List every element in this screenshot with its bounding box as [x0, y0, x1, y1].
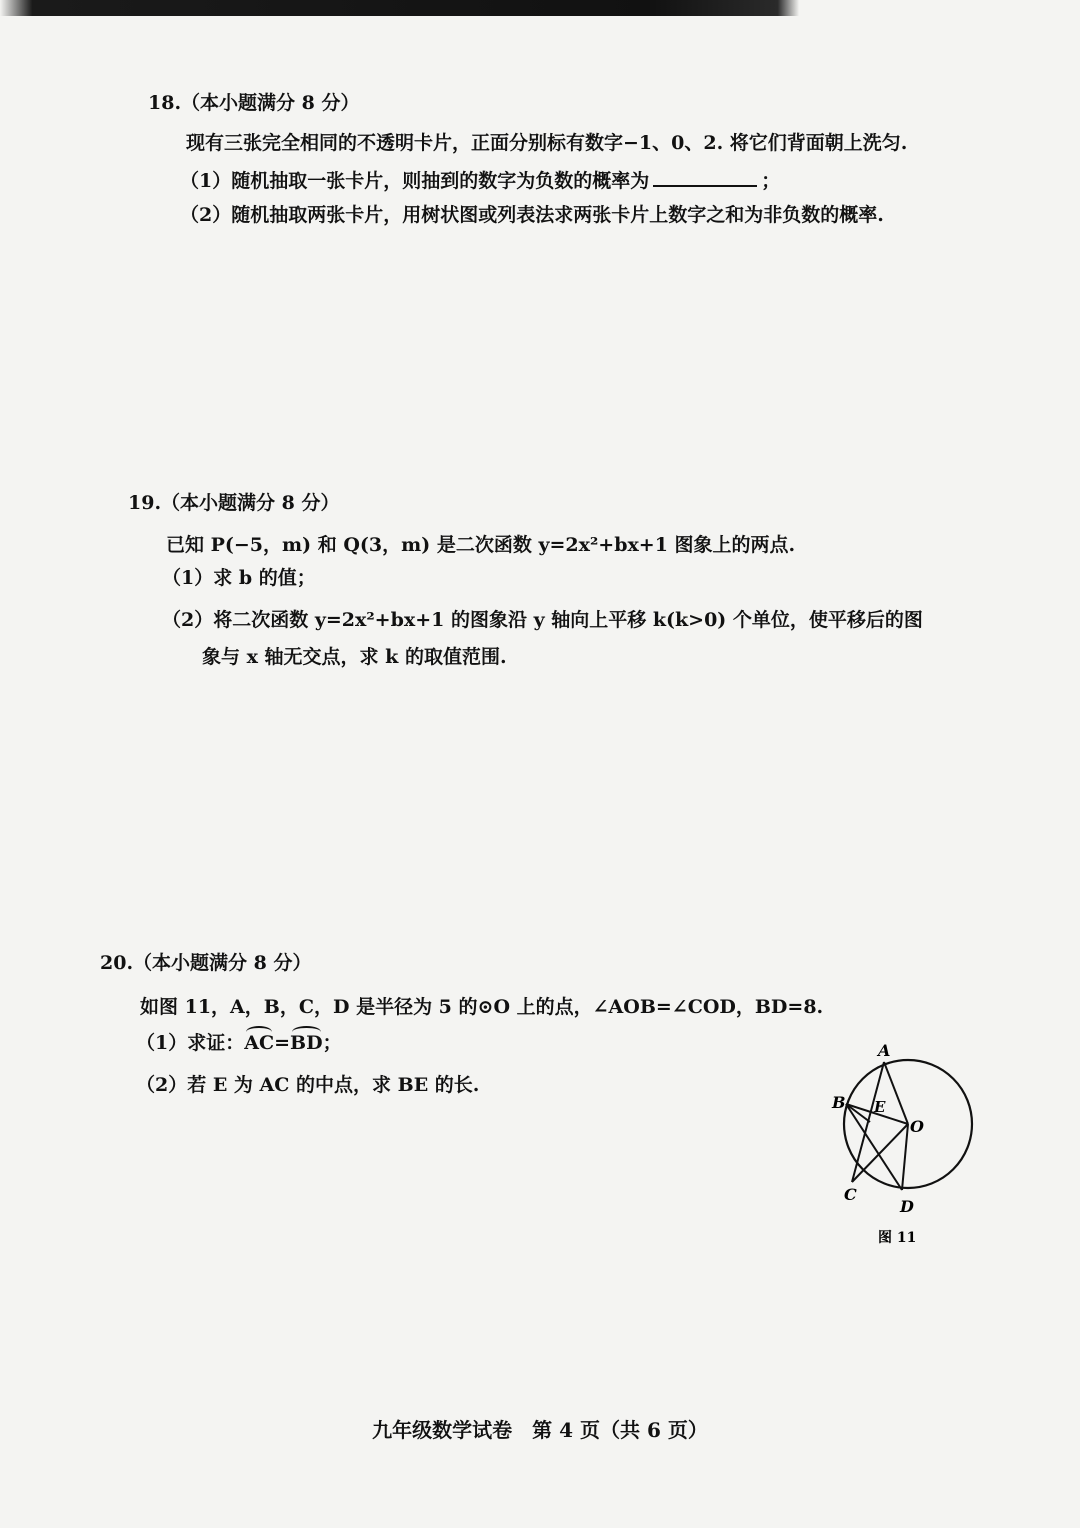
figure-11	[820, 1040, 990, 1250]
q20-part1-end: ；	[322, 1032, 342, 1054]
q18-part1-end: ；	[761, 170, 781, 192]
q18-part2: （2）随机抽取两张卡片，用树状图或列表法求两张卡片上数字之和为非负数的概率.	[180, 204, 884, 226]
q18-header: 18.（本小题满分 8 分）	[148, 92, 360, 114]
label-o: O	[910, 1117, 924, 1136]
q18-part1	[180, 166, 780, 193]
label-d: D	[900, 1197, 914, 1216]
q19-header: 19.（本小题满分 8 分）	[128, 492, 340, 514]
segment-be	[846, 1104, 870, 1122]
label-a: A	[878, 1041, 891, 1060]
label-b: B	[832, 1093, 846, 1112]
page-footer: 九年级数学试卷 第 4 页（共 6 页）	[372, 1418, 708, 1442]
q19-part2-line1: （2）将二次函数 y=2x²+bx+1 的图象沿 y 轴向上平移 k(k>0) 个单位，使平移后的图	[162, 609, 923, 631]
arc-bd: BD	[290, 1032, 323, 1054]
q19-part2-line2: 象与 x 轴无交点，求 k 的取值范围.	[202, 646, 507, 668]
segment-ao	[884, 1062, 908, 1124]
label-e: E	[874, 1098, 886, 1116]
arc-ac: AC	[244, 1032, 275, 1054]
figure-caption: 图 11	[878, 1230, 917, 1246]
label-c: C	[844, 1185, 857, 1204]
q18-part1-text: （1）随机抽取一张卡片，则抽到的数字为负数的概率为	[180, 170, 650, 192]
q18-answer-blank[interactable]	[653, 169, 757, 187]
q20-part1	[136, 1028, 342, 1055]
q18-stem: 现有三张完全相同的不透明卡片，正面分别标有数字−1、0、2. 将它们背面朝上洗匀.	[186, 132, 908, 154]
scan-edge-shadow	[0, 0, 1080, 16]
q20-part1-prefix: （1）求证：	[136, 1032, 245, 1054]
q20-part2: （2）若 E 为 AC 的中点，求 BE 的长.	[136, 1074, 480, 1096]
q20-header: 20.（本小题满分 8 分）	[100, 952, 312, 974]
segment-do	[902, 1124, 908, 1190]
q20-eq: =	[274, 1032, 291, 1054]
q19-stem: 已知 P(−5，m) 和 Q(3，m) 是二次函数 y=2x²+bx+1 图象上的两点.	[166, 534, 796, 556]
q19-part1: （1）求 b 的值；	[162, 567, 316, 589]
q20-stem: 如图 11，A，B，C，D 是半径为 5 的⊙O 上的点，∠AOB=∠COD，BD=8.	[140, 996, 824, 1018]
